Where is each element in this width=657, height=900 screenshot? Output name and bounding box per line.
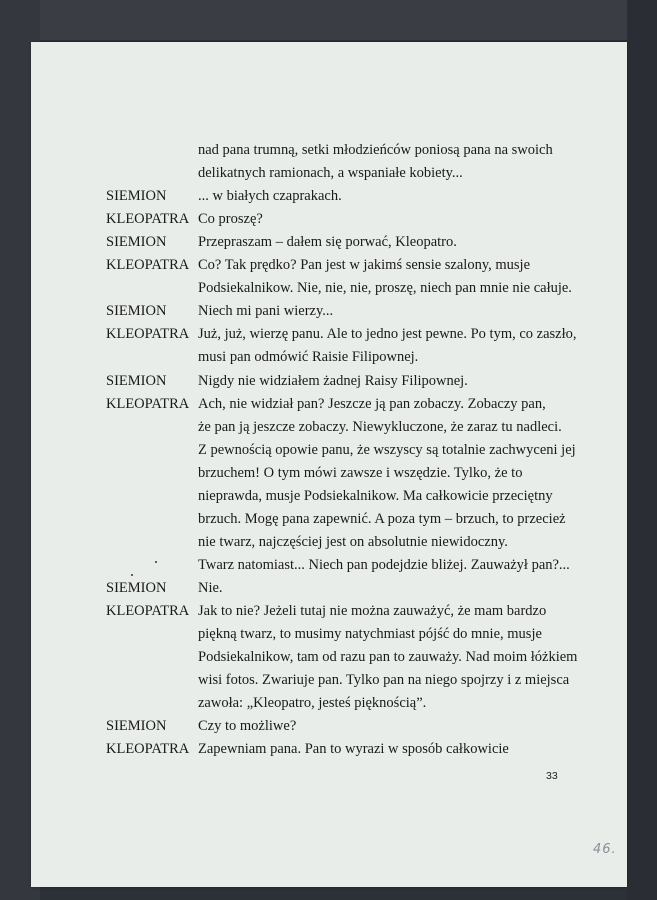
- dialogue-text: Niech mi pani wierzy...: [198, 303, 334, 320]
- ink-speck: [155, 561, 157, 563]
- dialogue-line: [31, 207, 627, 231]
- speaker-name: KLEOPATRA: [106, 603, 190, 619]
- dialogue-text: zawoła: „Kleopatro, jesteś pięknością”.: [198, 695, 427, 712]
- dialogue-line: [31, 322, 627, 346]
- dialogue-text: nad pana trumną, setki młodzieńców poniosą pana na swoich: [198, 142, 553, 158]
- dialogue-line: [31, 230, 627, 254]
- dialogue-text: Co proszę?: [198, 211, 263, 228]
- dialogue-text: ... w białych czaprakach.: [198, 188, 342, 205]
- speaker-name: SIEMION: [106, 372, 167, 389]
- dialogue-line: [31, 253, 627, 277]
- speaker-name: SIEMION: [106, 303, 167, 320]
- dialogue-line: [31, 461, 627, 485]
- dialogue-text: delikatnych ramionach, a wspaniałe kobiety...: [198, 165, 463, 182]
- dialogue-script: [31, 42, 627, 887]
- handwritten-folio-number: 46.: [593, 842, 617, 857]
- dialogue-text: Co? Tak prędko? Pan jest w jakimś sensie szalony, musje: [198, 257, 531, 274]
- dialogue-text: brzuch. Mogę pana zapewnić. A poza tym – brzuch, to przecież: [198, 510, 566, 527]
- dialogue-text: Nie.: [198, 579, 223, 596]
- speaker-name: SIEMION: [106, 188, 167, 205]
- dialogue-text: Ach, nie widział pan? Jeszcze ją pan zobaczy. Zobaczy pan,: [198, 395, 546, 412]
- dialogue-line: [31, 645, 627, 669]
- dialogue-text: Czy to możliwe?: [198, 718, 297, 735]
- dialogue-text: Przepraszam – dałem się porwać, Kleopatro.: [198, 234, 457, 251]
- page-number: 33: [546, 770, 558, 782]
- dialogue-line: [31, 438, 627, 462]
- dialogue-line: [31, 668, 627, 692]
- dialogue-text: Nigdy nie widziałem żadnej Raisy Filipownej.: [198, 372, 468, 389]
- speaker-name: KLEOPATRA: [106, 211, 190, 228]
- speaker-name: KLEOPATRA: [106, 395, 190, 412]
- dialogue-text: Twarz natomiast... Niech pan podejdzie bliżej. Zauważył pan?...: [198, 556, 570, 573]
- dialogue-line: [31, 714, 627, 738]
- dialogue-line: [31, 415, 627, 439]
- dialogue-text: brzuchem! O tym mówi zawsze i wszędzie. Tylko, że to: [198, 464, 523, 481]
- speaker-name: SIEMION: [106, 579, 167, 596]
- speaker-name: SIEMION: [106, 234, 167, 251]
- dialogue-text: piękną twarz, to musimy natychmiast pójść do mnie, musje: [198, 626, 542, 643]
- dialogue-text: Jak to nie? Jeżeli tutaj nie można zauważyć, że mam bardzo: [198, 603, 547, 619]
- dialogue-line: [31, 530, 627, 554]
- speaker-name: KLEOPATRA: [106, 741, 190, 758]
- dialogue-text: że pan ją jeszcze zobaczy. Niewykluczone, że zaraz tu nadleci.: [198, 418, 562, 435]
- dialogue-text: wisi fotos. Zwariuje pan. Tylko pan na niego spojrzy i z miejsca: [198, 672, 570, 689]
- dialogue-text: nie twarz, najczęściej jest on absolutnie niewidoczny.: [198, 533, 508, 550]
- dialogue-line: [31, 345, 627, 369]
- dialogue-line: [31, 576, 627, 600]
- dialogue-text: Podsiekalnikow. Nie, nie, nie, proszę, niech pan mnie nie całuje.: [198, 280, 572, 297]
- dialogue-line: [31, 599, 627, 623]
- scanner-background-top: [0, 0, 657, 40]
- dialogue-text: musi pan odmówić Raisie Filipownej.: [198, 349, 419, 366]
- dialogue-text: Podsiekalnikow, tam od razu pan to zauważy. Nad moim łóżkiem: [198, 649, 578, 666]
- dialogue-line: [31, 507, 627, 531]
- dialogue-text: Już, już, wierzę panu. Ale to jedno jest pewne. Po tym, co zaszło,: [198, 326, 577, 343]
- scanner-background-right: [627, 0, 657, 900]
- dialogue-text: Z pewnością opowie panu, że wszyscy są totalnie zachwyceni jej: [198, 441, 576, 458]
- manuscript-page: [31, 42, 627, 887]
- dialogue-line: [31, 737, 627, 761]
- speaker-name: KLEOPATRA: [106, 257, 190, 274]
- dialogue-line: [31, 138, 627, 162]
- dialogue-line: [31, 392, 627, 416]
- speaker-name: SIEMION: [106, 718, 167, 735]
- dialogue-line: [31, 184, 627, 208]
- dialogue-line: [31, 161, 627, 185]
- dialogue-line: [31, 691, 627, 715]
- dialogue-line: [31, 484, 627, 508]
- speaker-name: KLEOPATRA: [106, 326, 190, 343]
- ink-speck: [131, 574, 133, 576]
- dialogue-line: [31, 369, 627, 393]
- dialogue-text: Zapewniam pana. Pan to wyrazi w sposób całkowicie: [198, 741, 509, 758]
- dialogue-line: [31, 553, 627, 577]
- dialogue-line: [31, 299, 627, 323]
- dialogue-line: [31, 622, 627, 646]
- dialogue-text: nieprawda, musje Podsiekalnikow. Ma całkowicie przeciętny: [198, 487, 553, 504]
- dialogue-line: [31, 276, 627, 300]
